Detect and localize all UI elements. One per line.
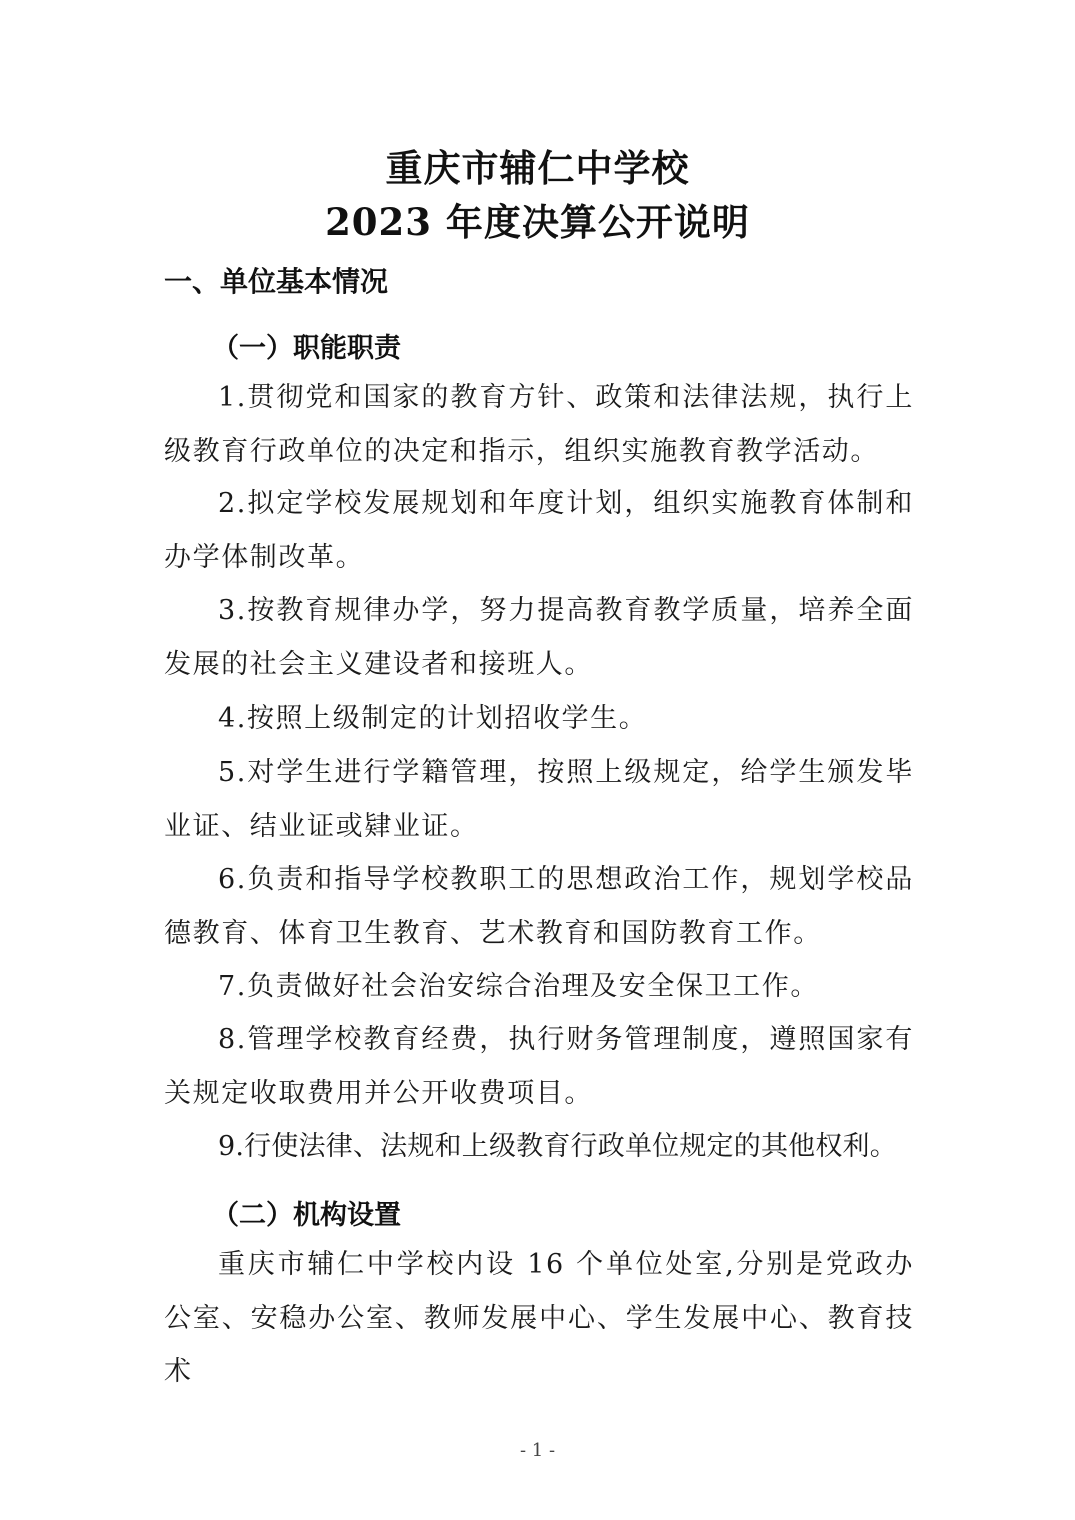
duty-item: 9.行使法律、法规和上级教育行政单位规定的其他权利。 bbox=[218, 1131, 897, 1162]
section-heading-basic-info: 一、单位基本情况 bbox=[164, 265, 389, 298]
subsection-heading-organization: （二）机构设置 bbox=[212, 1200, 401, 1231]
duty-item: 1.贯彻党和国家的教育方针、政策和法律法规，执行上级教育行政单位的决定和指示，组织实施教育教学活动。 bbox=[164, 382, 914, 467]
page-number: - 1 - bbox=[519, 1440, 556, 1461]
duty-item: 6.负责和指导学校教职工的思想政治工作，规划学校品德教育、体育卫生教育、艺术教育和国防教育工作。 bbox=[164, 864, 914, 949]
duty-item: 7.负责做好社会治安综合治理及安全保卫工作。 bbox=[218, 971, 819, 1002]
organization-paragraph: 重庆市辅仁中学校内设 16 个单位处室,分别是党政办公室、安稳办公室、教师发展中心、学生发展中心、教育技术 bbox=[164, 1249, 914, 1387]
document-title: 重庆市辅仁中学校 bbox=[385, 146, 690, 190]
duty-item: 4.按照上级制定的计划招收学生。 bbox=[218, 703, 648, 734]
subsection-heading-duties: （一）职能职责 bbox=[212, 333, 401, 364]
duty-item: 2.拟定学校发展规划和年度计划，组织实施教育体制和办学体制改革。 bbox=[164, 488, 914, 573]
duty-item: 3.按教育规律办学，努力提高教育教学质量，培养全面发展的社会主义建设者和接班人。 bbox=[164, 595, 914, 680]
duty-item: 8.管理学校教育经费，执行财务管理制度，遵照国家有关规定收取费用并公开收费项目。 bbox=[164, 1024, 914, 1109]
duty-item: 5.对学生进行学籍管理，按照上级规定，给学生颁发毕业证、结业证或肄业证。 bbox=[164, 757, 914, 842]
document-subtitle: 2023 年度决算公开说明 bbox=[325, 200, 750, 244]
